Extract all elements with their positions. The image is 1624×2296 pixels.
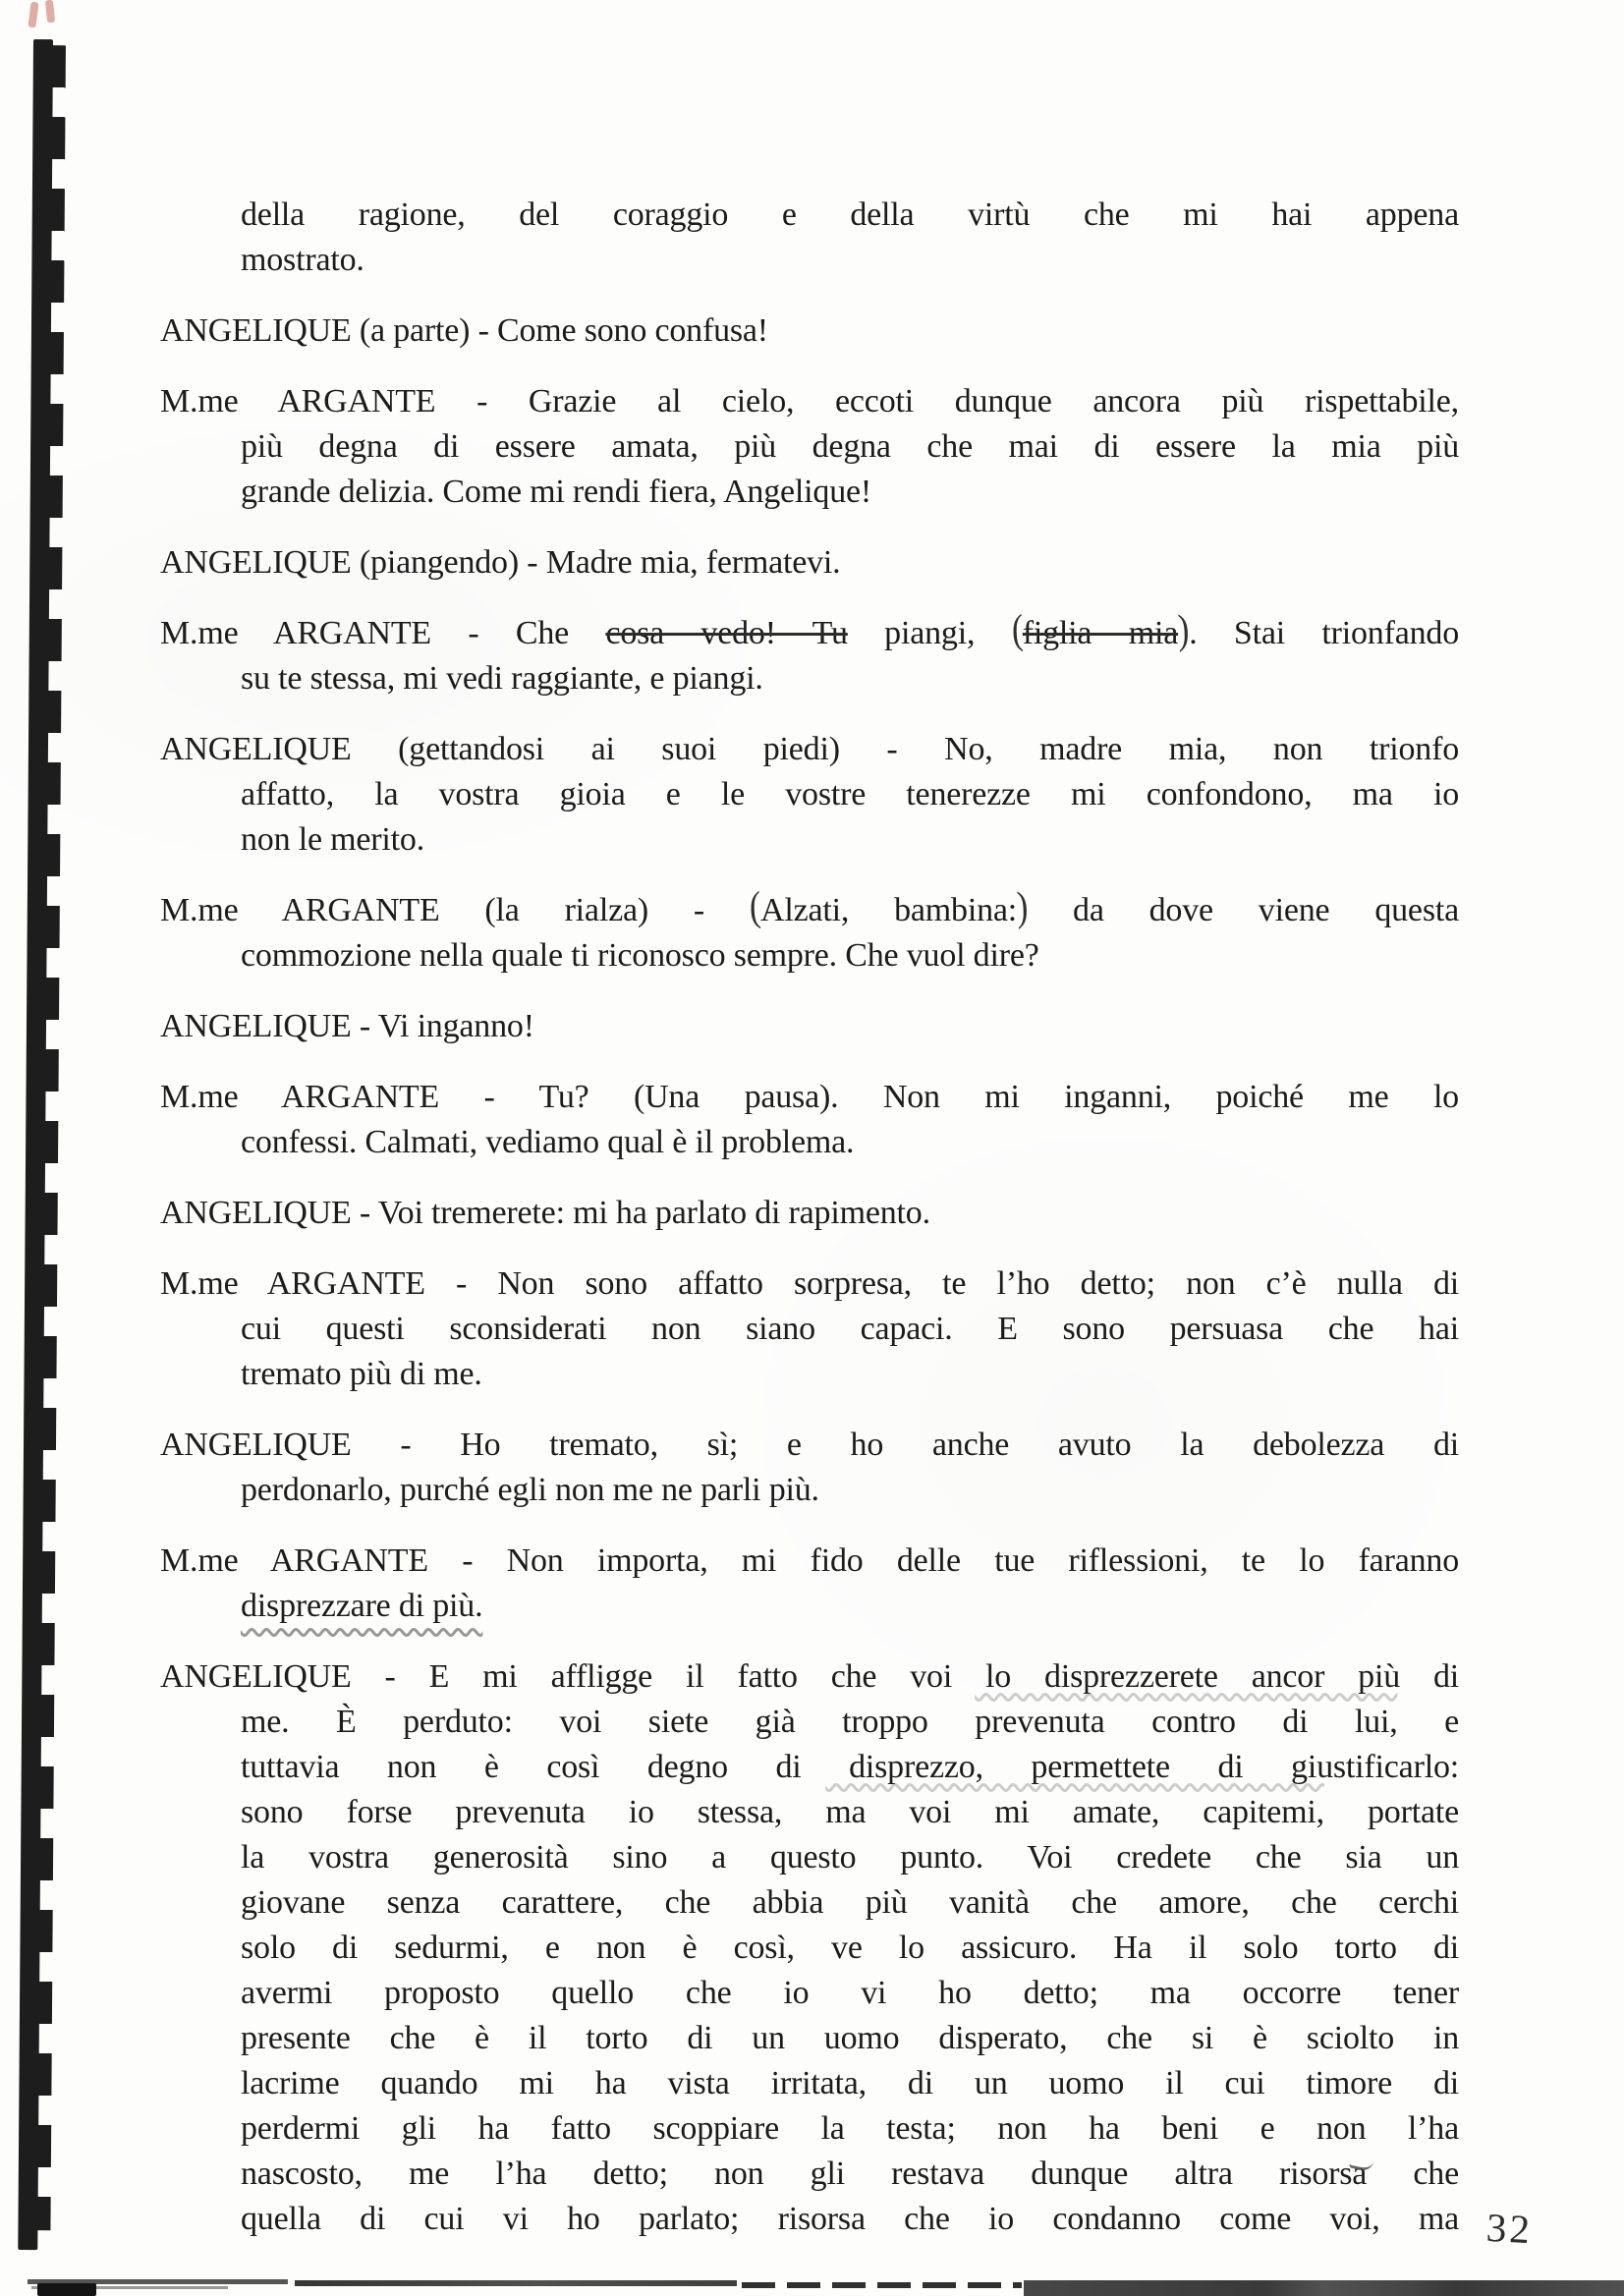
strikethrough-text: figlia mia (1022, 615, 1179, 651)
paragraph (160, 1261, 1459, 1397)
script-line: lacrime quando mi ha vista irritata, di un uomo il cui timore di (241, 2065, 1459, 2101)
paragraph (160, 1191, 1459, 1236)
script-line: giovane senza carattere, che abbia più vanità che amore, che cerchi (241, 1884, 1459, 1921)
script-run: M.me ARGANTE (la rialza) - (160, 892, 750, 928)
script-line: M.me ARGANTE - Non sono affatto sorpresa, te l’ho detto; non c’è nulla di (160, 1265, 1459, 1302)
pen-parenthesis: ) (1016, 883, 1030, 930)
paragraph (160, 308, 1459, 354)
script-run: Alzati, bambina: (760, 892, 1018, 928)
script-run: portate (1323, 1794, 1459, 1830)
script-line: non le merito. (241, 821, 424, 858)
script-line: più degna di essere amata, più degna che mai di essere la mia più (241, 428, 1459, 465)
script-line: tremato più di me. (241, 1356, 482, 1392)
paragraph (160, 883, 1459, 979)
script-text (160, 193, 1459, 2268)
squiggle-underlined-text: disprezzare di più. (241, 1588, 483, 1624)
script-line: perdermi gli ha fatto scoppiare la testa; non ha beni e non l’ha (241, 2110, 1459, 2147)
paragraph (160, 1654, 1459, 2242)
paragraph (160, 1075, 1459, 1165)
strikethrough-text: cosa vedo! Tu (605, 615, 848, 651)
paragraph (160, 606, 1459, 701)
script-line: cui questi sconsiderati non siano capaci. E sono persuasa che hai (241, 1311, 1459, 1347)
red-pen-mark (28, 2, 38, 28)
script-line: ANGELIQUE (piangendo) - Madre mia, fermatevi. (160, 544, 841, 581)
script-line: M.me ARGANTE - Non importa, mi fido delle tue riflessioni, te lo faranno (160, 1542, 1459, 1579)
script-run: e (1397, 1704, 1459, 1740)
script-line: presente che è il torto di un uomo disperato, che si è sciolto in (241, 2020, 1459, 2056)
script-line: confessi. Calmati, vediamo qual è il problema. (241, 1124, 855, 1160)
pencil-smear-text: prevenuta contro di lui, (975, 1704, 1398, 1740)
script-run: piangi, (847, 615, 1012, 651)
comb-binding (14, 39, 69, 2250)
paragraph (160, 1423, 1459, 1513)
script-line (241, 1700, 1459, 1745)
script-line: la vostra generosità sino a questo punto. Voi credete che sia un (241, 1839, 1459, 1876)
script-run: sono forse prevenuta io stessa, (241, 1794, 826, 1830)
script-line: avermi proposto quello che io vi ho detto; ma occorre tener (241, 1975, 1459, 2011)
pen-parenthesis: ( (748, 883, 761, 930)
script-line: tuttavia non è così degno di disprezzo, permettete di giustificarlo: (241, 1749, 1459, 1785)
script-line (160, 606, 1459, 656)
script-line (241, 1790, 1459, 1835)
corner-blob (37, 2283, 96, 2296)
script-line (160, 883, 1459, 933)
paragraph (160, 193, 1459, 283)
paragraph (160, 379, 1459, 515)
script-line: grande delizia. Come mi rendi fiera, Angelique! (241, 474, 872, 510)
script-line: ANGELIQUE (a parte) - Come sono confusa! (160, 312, 768, 349)
script-line: affatto, la vostra gioia e le vostre tenerezze mi confondono, ma io (241, 776, 1459, 812)
script-line: quella di cui vi ho parlato; risorsa che io condanno come voi, ma (241, 2201, 1459, 2237)
script-line: ANGELIQUE - Voi tremerete: mi ha parlato di rapimento. (160, 1195, 930, 1231)
page-number: 32 (1484, 2204, 1535, 2253)
script-run: M.me ARGANTE - Che (160, 615, 606, 651)
script-line: nascosto, me l’ha detto; non gli restava dunque altra risorsa che (241, 2156, 1459, 2192)
script-line: ANGELIQUE - E mi affligge il fatto che voi lo disprezzerete ancor più di (160, 1658, 1459, 1695)
paragraph (160, 727, 1459, 863)
pencil-smear-text: ma voi mi amate, capitemi, (825, 1794, 1324, 1830)
scan-edge-dashes (742, 2282, 1022, 2288)
script-line: commozione nella quale ti riconosco sempre. Che vuol dire? (241, 937, 1039, 974)
scan-edge-line (295, 2280, 737, 2286)
script-line: ANGELIQUE (gettandosi ai suoi piedi) - No, madre mia, non trionfo (160, 731, 1459, 767)
script-line (241, 1584, 1459, 1629)
pen-parenthesis: ) (1177, 606, 1191, 653)
red-pen-mark (45, 0, 55, 23)
script-run: da dove viene questa (1028, 892, 1459, 928)
script-line: M.me ARGANTE - Tu? (Una pausa). Non mi inganni, poiché me lo (160, 1079, 1459, 1115)
script-line: mostrato. (241, 242, 364, 278)
paragraph (160, 540, 1459, 586)
paragraph (160, 1004, 1459, 1049)
script-line: ANGELIQUE - Ho tremato, sì; e ho anche avuto la debolezza di (160, 1427, 1459, 1463)
script-line: solo di sedurmi, e non è così, ve lo assicuro. Ha il solo torto di (241, 1930, 1459, 1966)
scan-bottom-bar (1024, 2280, 1624, 2296)
script-line: su te stessa, mi vedi raggiante, e piangi. (241, 660, 763, 697)
script-line: ANGELIQUE - Vi inganno! (160, 1008, 534, 1044)
script-line: della ragione, del coraggio e della virtù che mi hai appena (241, 196, 1459, 233)
script-run: . Stai trionfando (1189, 615, 1459, 651)
script-line: perdonarlo, purché egli non me ne parli più. (241, 1472, 819, 1508)
script-run: me. È perduto: voi siete già troppo (241, 1704, 976, 1740)
paragraph (160, 1539, 1459, 1629)
script-line: M.me ARGANTE - Grazie al cielo, eccoti dunque ancora più rispettabile, (160, 383, 1459, 420)
pen-parenthesis: ( (1010, 606, 1024, 653)
